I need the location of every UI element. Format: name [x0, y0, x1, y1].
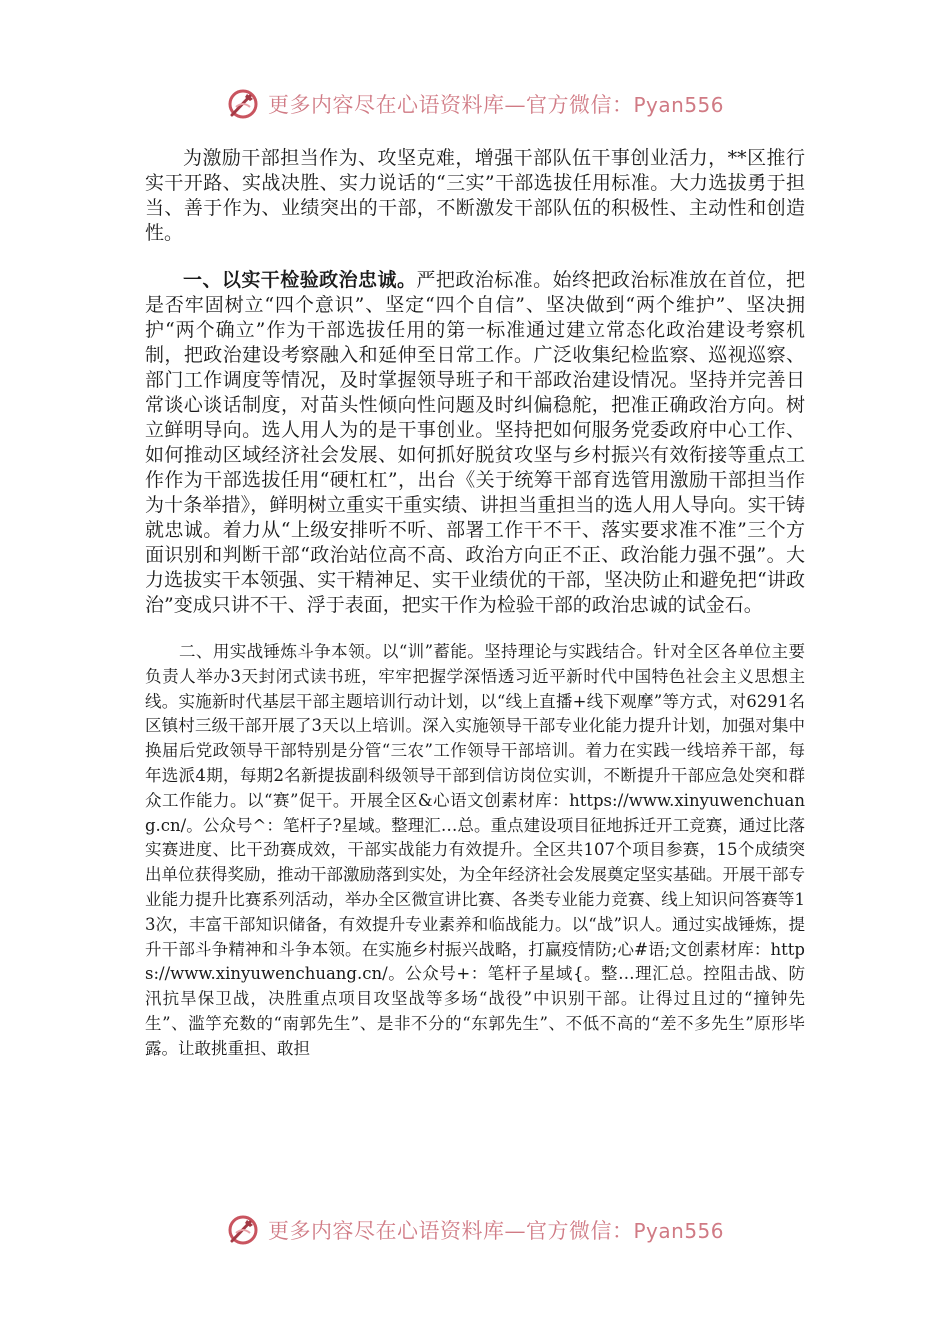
- intro-paragraph: 为激励干部担当作为、攻坚克难，增强干部队伍干事创业活力，**区推行实干开路、实战决胜、实力说话的“三实”干部选拔任用标准。大力选拔勇于担当、善于作为、业绩突出的干部，不断激发干部队伍的积极性、主动性和创造性。: [145, 147, 805, 244]
- page-header-banner: [0, 86, 950, 122]
- footer-banner-cn: 更多内容尽在心语资料库—官方微信：: [267, 1219, 634, 1243]
- header-banner-id: Pyan556: [633, 93, 724, 117]
- header-banner-text: [268, 89, 724, 119]
- section1-title: 一、以实干检验政治忠诚。: [183, 269, 417, 291]
- section1-paragraph: [145, 268, 805, 618]
- document-body: [145, 146, 805, 1084]
- footer-banner-text: [268, 1215, 724, 1245]
- section2-paragraph: 二、用实战锤炼斗争本领。以“训”蓄能。坚持理论与实践结合。针对全区各单位主要负责人举办3天封闭式读书班，牢牢把握学深悟透习近平新时代中国特色社会主义思想主线。实施新时代基层干部主题培训行动计划，以“线上直播+线下观摩”等方式，对6291名区镇村三级干部开展了3天以上培训。深入实施领导干部专业化能力提升计划，加强对集中换届后党政领导干部特别是分管“三农”工作领导干部培训。着力在实践一线培养干部，每年选派4期，每期2名新提拔副科级领导干部到信访岗位实训，不断提升干部应急处突和群众工作能力。以“赛”促干。开展全区&心语文创素材库：https://www.xinyuwenchuang.cn/。公众号^：笔杆子?星域。整理汇…总。重点建设项目征地拆迁开工竞赛，通过比落实赛进度、比干劲赛成效，干部实战能力有效提升。全区共107个项目参赛，15个成绩突出单位获得奖励，推动干部激励落到实处，为全年经济社会发展奠定坚实基础。开展干部专业能力提升比赛系列活动，举办全区微宣讲比赛、各类专业能力竞赛、线上知识问答赛等13次，丰富干部知识储备，有效提升专业素养和临战能力。以“战”识人。通过实战锤炼，提升干部斗争精神和斗争本领。在实施乡村振兴战略，打赢疫情防;心#语;文创素材库：https://www.xinyuwenchuang.cn/。公众号+：笔杆子星域{。整…理汇总。控阻击战、防汛抗旱保卫战，决胜重点项目攻坚战等多场“战役”中识别干部。让得过且过的“撞钟先生”、滥竽充数的“南郭先生”、是非不分的“东郭先生”、不低不高的“差不多先生”原形毕露。让敢挑重担、敢担: [145, 642, 805, 1058]
- header-banner-cn: 更多内容尽在心语资料库—官方微信：: [267, 93, 634, 117]
- pen-swirl-logo-icon: [226, 1213, 260, 1247]
- section1-body: 严把政治标准。始终把政治标准放在首位，把是否牢固树立“四个意识”、坚定“四个自信”、坚决做到“两个维护”、坚决拥护“两个确立”作为干部选拔任用的第一标准通过建立常态化政治建设考察机制，把政治建设考察融入和延伸至日常工作。广泛收集纪检监察、巡视巡察、部门工作调度等情况，及时掌握领导班子和干部政治建设情况。坚持并完善日常谈心谈话制度，对苗头性倾向性问题及时纠偏稳舵，把准正确政治方向。树立鲜明导向。选人用人为的是干事创业。坚持把如何服务党委政府中心工作、如何推动区域经济社会发展、如何抓好脱贫攻坚与乡村振兴有效衔接等重点工作作为干部选拔任用“硬杠杠”，出台《关于统筹干部育选管用激励干部担当作为十条举措》，鲜明树立重实干重实绩、讲担当重担当的选人用人导向。实干铸就忠诚。着力从“上级安排听不听、部署工作干不干、落实要求准不准”三个方面识别和判断干部“政治站位高不高、政治方向正不正、政治能力强不强”。大力选拔实干本领强、实干精神足、实干业绩优的干部，坚决防止和避免把“讲政治”变成只讲不干、浮于表面，把实干作为检验干部的政治忠诚的试金石。: [145, 269, 805, 616]
- page-footer-banner: [0, 1212, 950, 1248]
- pen-swirl-logo-icon: [226, 87, 260, 121]
- footer-banner-id: Pyan556: [633, 1219, 724, 1243]
